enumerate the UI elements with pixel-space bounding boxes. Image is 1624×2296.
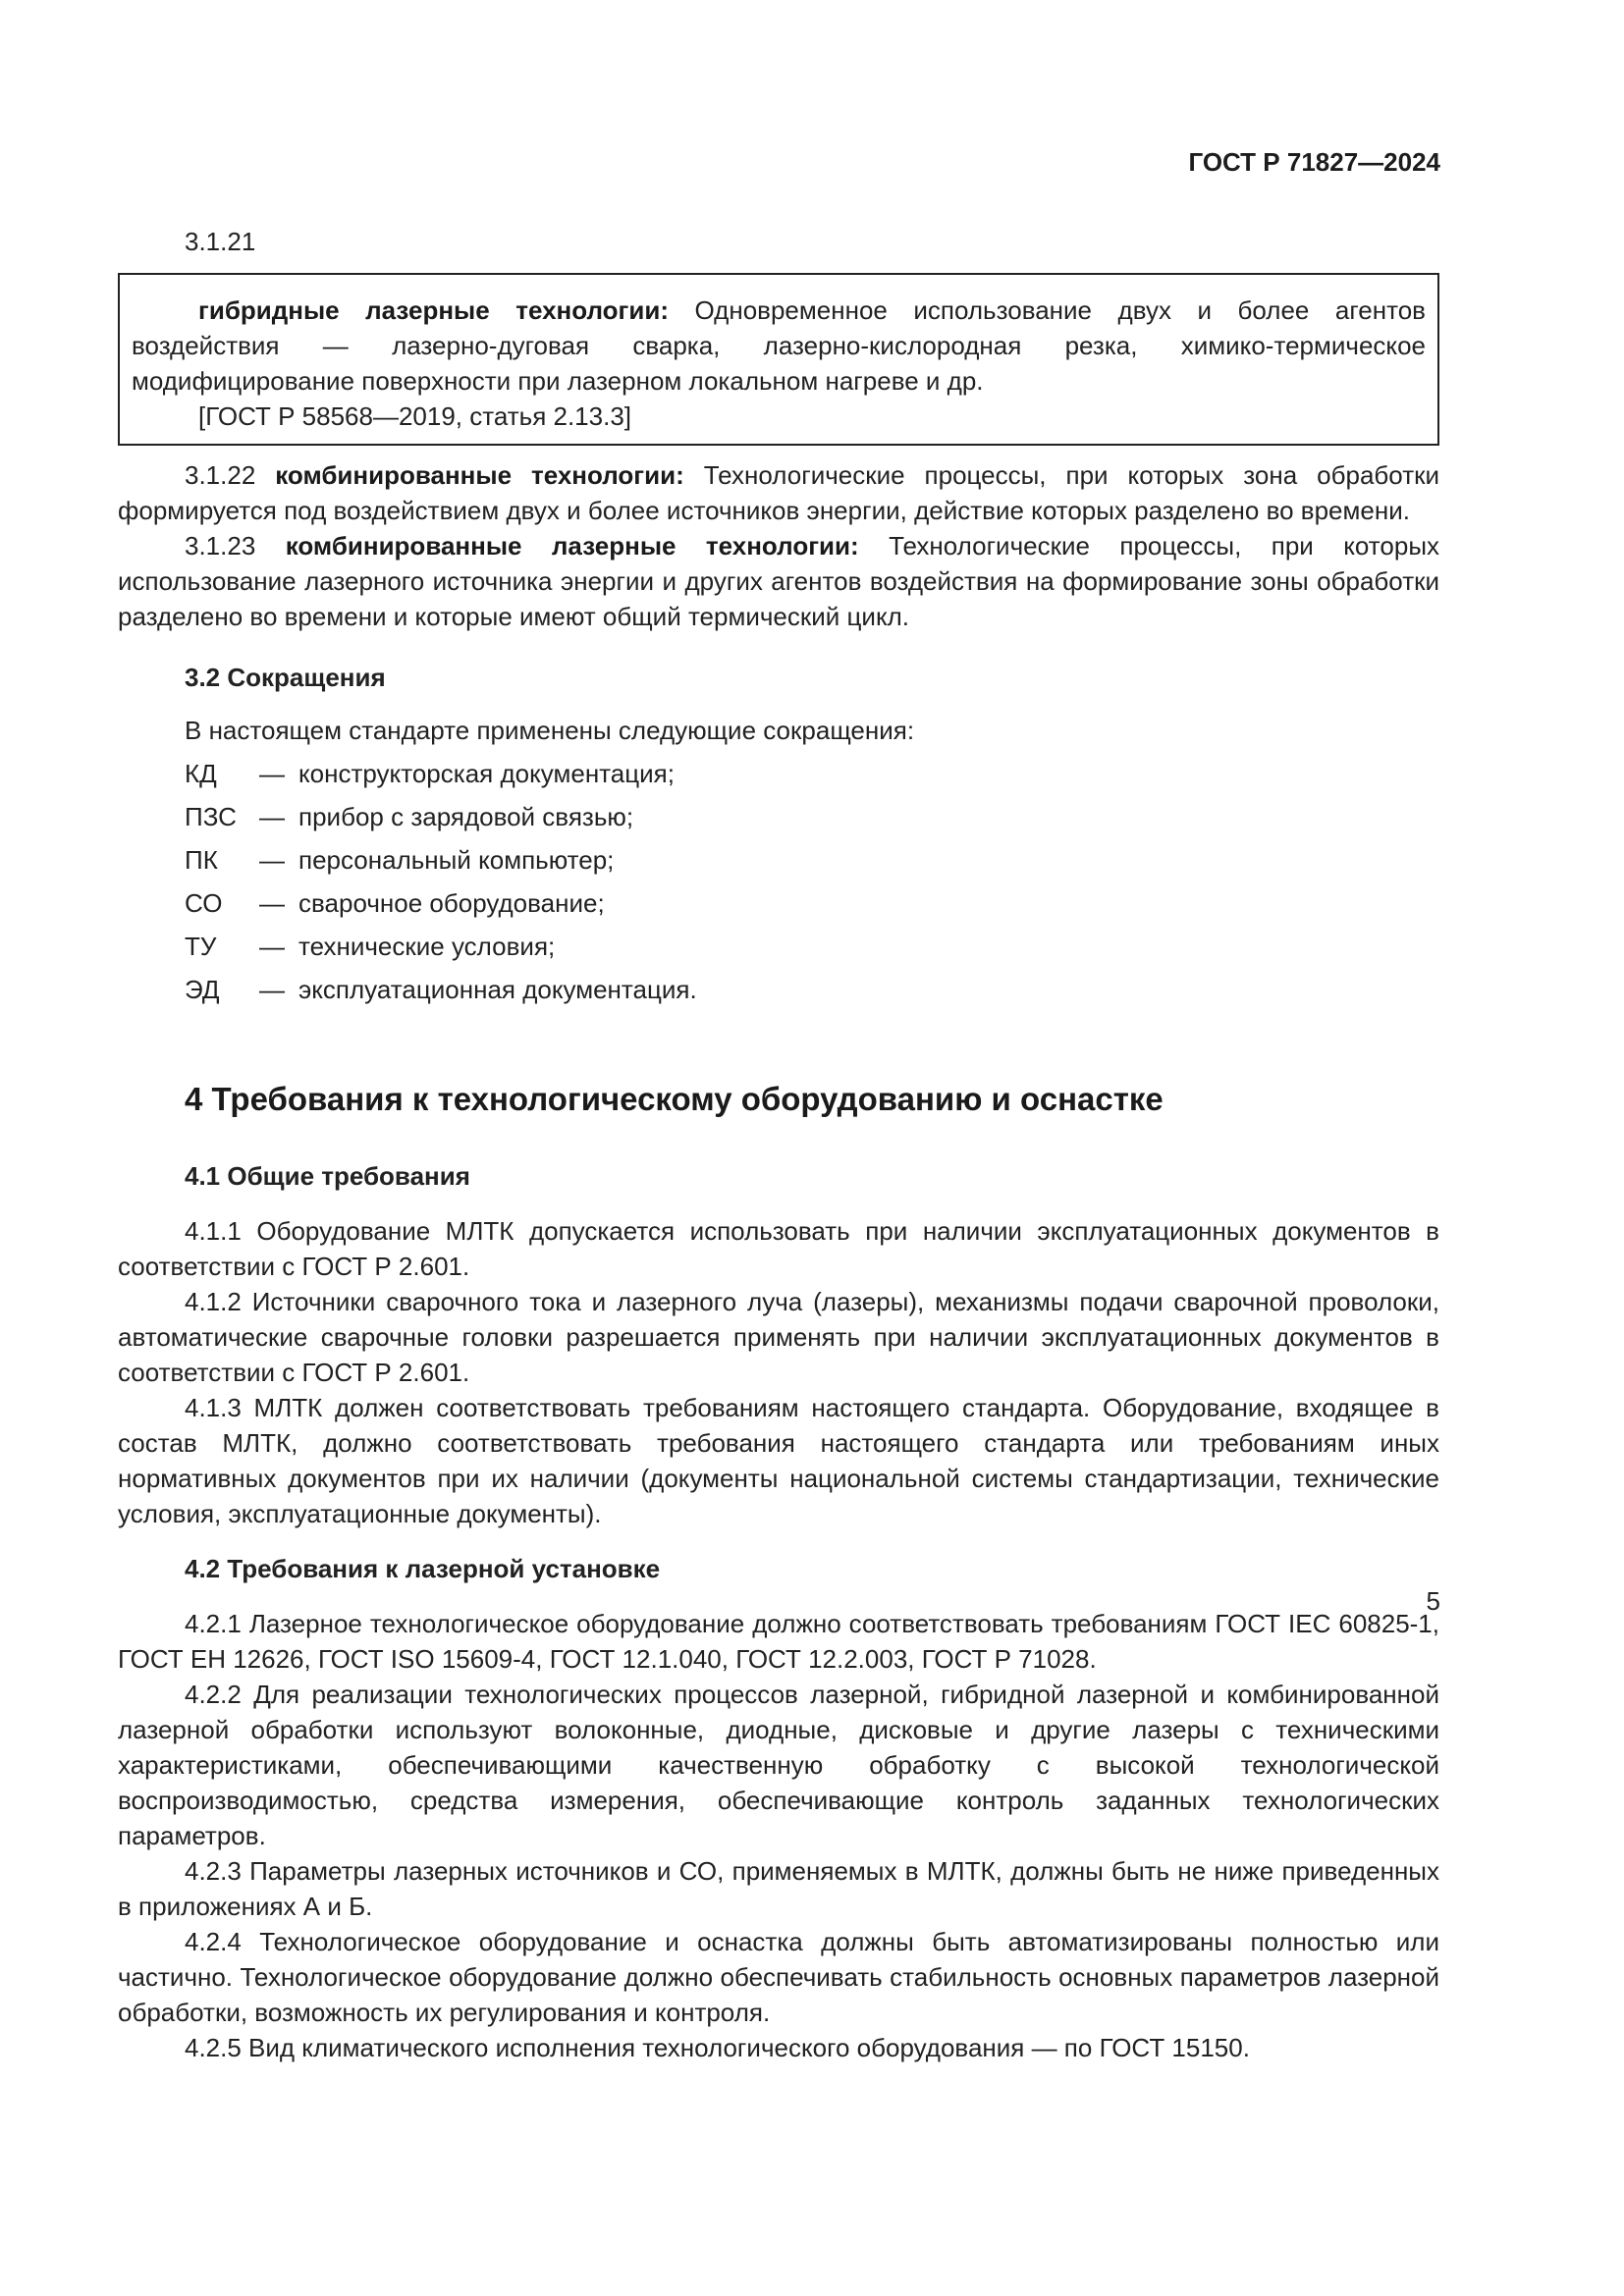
abbr-dash: — — [259, 888, 285, 918]
abbreviation-item — [185, 885, 1439, 929]
document-body — [118, 224, 1439, 2065]
abbreviation-item — [185, 756, 1439, 799]
abbr-dash: — — [259, 759, 285, 788]
abbreviation-item — [185, 929, 1439, 972]
term-3-1-22 — [118, 457, 1439, 528]
abbr-dash: — — [259, 975, 285, 1004]
abbr-code: ЭД — [185, 975, 220, 1004]
abbr-code: КД — [185, 759, 217, 788]
abbr-text: конструкторская документация; — [298, 759, 675, 788]
term-number: 3.1.22 — [185, 460, 276, 490]
abbr-text: технические условия; — [298, 932, 556, 961]
abbreviation-item — [185, 972, 1439, 1015]
term-number-3-1-21: 3.1.21 — [185, 227, 256, 256]
abbreviation-item — [185, 799, 1439, 842]
term-title: гибридные лазерные технологии: — [198, 295, 669, 325]
term-source: [ГОСТ Р 58568—2019, статья 2.13.3] — [198, 401, 632, 431]
paragraph-4-2-2: 4.2.2 Для реализации технологических процессов лазерной, гибридной лазерной и комбинированной лазерной обработки используют волоконные, диодные, дисковые и другие лазеры с техническими характеристиками, обеспечивающими качественную обработку с высокой технологической воспроизводимостью, средства измерения, обеспечивающие контроль заданных технологических параметров. — [118, 1680, 1439, 1850]
abbr-code: ТУ — [185, 932, 217, 961]
abbr-text: эксплуатационная документация. — [298, 975, 697, 1004]
section-heading-4: 4 Требования к технологическому оборудованию и оснастке — [185, 1081, 1164, 1117]
abbr-text: прибор с зарядовой связью; — [298, 802, 634, 831]
abbr-code: ПК — [185, 845, 218, 875]
page-number: 5 — [1426, 1586, 1440, 1616]
paragraph-4-1-1: 4.1.1 Оборудование МЛТК допускается использовать при наличии эксплуатационных документов в соответствии с ГОСТ Р 2.601. — [118, 1216, 1439, 1281]
paragraph-4-2-4: 4.2.4 Технологическое оборудование и оснастка должны быть автоматизированы полностью или частично. Технологическое оборудование должно обеспечивать стабильность основных параметров лазерной обработки, возможность их регулирования и контроля. — [118, 1927, 1439, 2027]
paragraph-4-1-3: 4.1.3 МЛТК должен соответствовать требованиям настоящего стандарта. Оборудование, входящее в состав МЛТК, должно соответствовать требования настоящего стандарта или требованиям иных нормативных документов при их наличии (документы национальной системы стандартизации, технические условия, эксплуатационные документы). — [118, 1393, 1439, 1528]
abbr-code: СО — [185, 888, 223, 918]
paragraph-4-2-1: 4.2.1 Лазерное технологическое оборудование должно соответствовать требованиям ГОСТ IEC 60825-1, ГОСТ EH 12626, ГОСТ ISO 15609-4, ГОСТ 12.1.040, ГОСТ 12.2.003, ГОСТ Р 71028. — [118, 1609, 1439, 1674]
abbr-text: сварочное оборудование; — [298, 888, 605, 918]
term-number: 3.1.23 — [185, 531, 286, 561]
section-heading-3-2: 3.2 Сокращения — [185, 663, 386, 692]
abbreviations-intro: В настоящем стандарте применены следующие сокращения: — [185, 716, 915, 745]
term-box-3-1-21 — [118, 273, 1439, 446]
document-header: ГОСТ Р 71827—2024 — [1188, 147, 1440, 177]
abbr-code: ПЗС — [185, 802, 237, 831]
section-heading-4-2: 4.2 Требования к лазерной установке — [185, 1554, 661, 1583]
abbr-dash: — — [259, 802, 285, 831]
abbr-dash: — — [259, 845, 285, 875]
section-heading-4-1: 4.1 Общие требования — [185, 1161, 470, 1191]
abbr-text: персональный компьютер; — [298, 845, 615, 875]
term-text: Технологические процессы, при которых использование лазерного источника энергии и других агентов воздействия на формирование зоны обработки разделено во времени и которые имеют общий термический цикл. — [118, 531, 1440, 631]
term-definition-3-1-21 — [132, 293, 1426, 399]
term-text: Технологические процессы, при которых зона обработки формируется под воздействием двух и более источников энергии, действие которых разделено во времени. — [118, 460, 1440, 525]
term-3-1-23 — [118, 528, 1439, 634]
abbr-dash: — — [259, 932, 285, 961]
abbreviation-item — [185, 842, 1439, 885]
term-text: Одновременное использование двух и более агентов воздействия — лазерно-дуговая сварка, лазерно-кислородная резка, химико-термическое модифицирование поверхности при лазерном локальном нагреве и др. — [132, 295, 1426, 396]
paragraph-4-2-5: 4.2.5 Вид климатического исполнения технологического оборудования — по ГОСТ 15150. — [185, 2033, 1250, 2062]
abbreviations-list — [185, 756, 1439, 1015]
paragraph-4-1-2: 4.1.2 Источники сварочного тока и лазерного луча (лазеры), механизмы подачи сварочной проволоки, автоматические сварочные головки разрешается применять при наличии эксплуатационных документов в соответствии с ГОСТ Р 2.601. — [118, 1287, 1439, 1387]
paragraph-4-2-3: 4.2.3 Параметры лазерных источников и СО, применяемых в МЛТК, должны быть не ниже приведенных в приложениях А и Б. — [118, 1856, 1439, 1921]
term-title: комбинированные лазерные технологии: — [285, 531, 859, 561]
term-title: комбинированные технологии: — [275, 460, 684, 490]
